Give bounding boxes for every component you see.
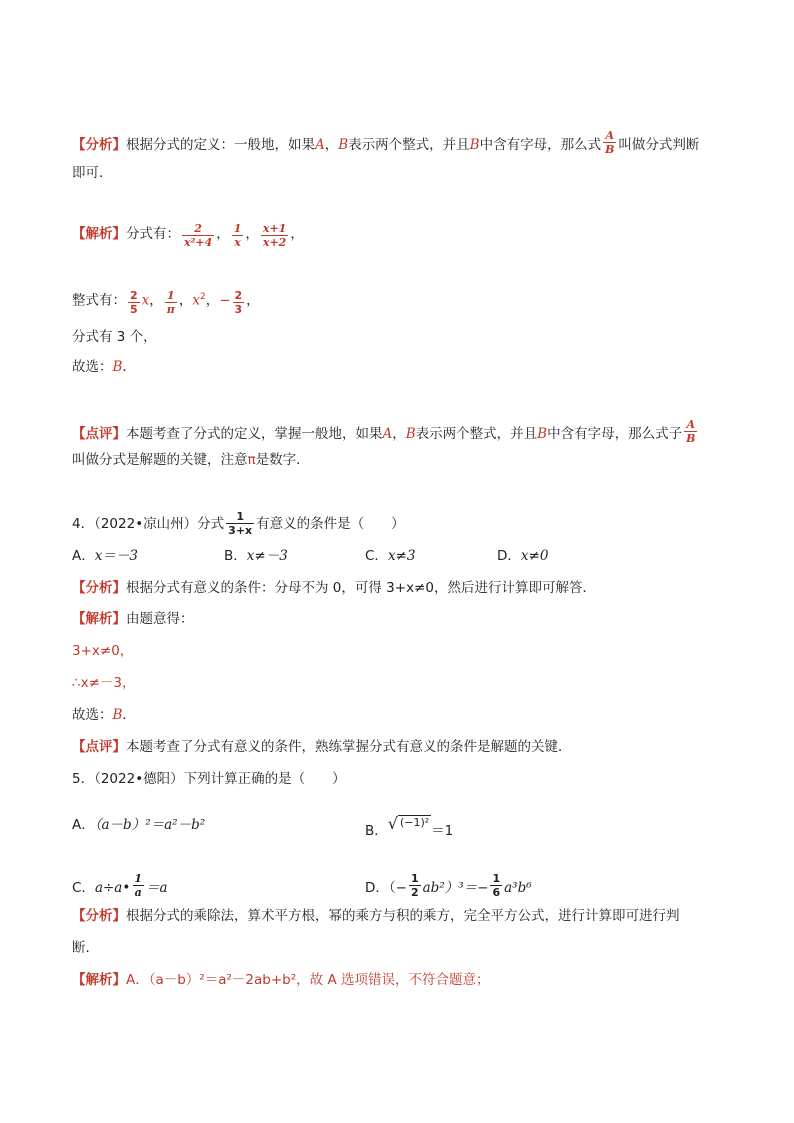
q3-comment-line2: 叫做分式是解题的关键，注意π是数字． (72, 452, 310, 468)
q5-analysis-line2: 断． (72, 940, 99, 956)
fraction-2-over-3: $\frac{2}{3}$ (234, 288, 243, 316)
q4-solution-line2: ∴x≠－3， (72, 675, 136, 691)
q5-solution: 【解析】A．（a－b）²＝a²－2ab+b²，故 A 选项错误，不符合题意； (72, 972, 490, 988)
q4-choice-line: 故选：B． (72, 707, 136, 723)
q3-analysis-line2: 即可． (72, 165, 113, 181)
q5-stem: 5．（2022•德阳）下列计算正确的是（ ） (72, 771, 346, 787)
q4-option-c: C．x≠3 (365, 548, 416, 564)
q5-option-b: B． √ (−1)² ＝1 (365, 814, 454, 839)
fraction-1-over-x: $\frac{1}{x}$ (233, 222, 242, 249)
q3-solution-line: 【解析】分式有： $\frac{2}{\text{x²+4}}$ ， $\frac{1}{x}$ ， $\frac{x+1}{x+2}$ ， (72, 222, 304, 249)
q4-comment: 【点评】本题考查了分式有意义的条件，熟练掌握分式有意义的条件是解题的关键． (72, 739, 572, 755)
q4-solution-line1: 3+x≠0， (72, 643, 134, 659)
q4-solution: 【解析】由题意得： (72, 611, 194, 627)
fraction-1-over-pi: $\frac{1}{\pi}$ (166, 288, 175, 316)
q5-option-c: C．a÷a• $\frac{1}{a}$ ＝a (72, 872, 168, 899)
q4-option-d: D．x≠0 (497, 548, 549, 564)
fraction-2-over-x2-plus-4: $\frac{2}{\text{x²+4}}$ (184, 222, 213, 249)
fraction-1-over-2: $\frac{1}{2}$ (410, 872, 419, 899)
q4-analysis: 【分析】根据分式有意义的条件：分母不为 0，可得 3+x≠0，然后进行计算即可解答． (72, 580, 596, 596)
fraction-1-over-3-plus-x: $\frac{1}{3+x}$ (228, 510, 253, 537)
q4-option-b: B．x≠－3 (224, 548, 288, 564)
q3-integer-line: 整式有： $\frac{2}{5}$ x， $\frac{1}{\pi}$ ，$x^2$，− $\frac{2}{3}$ ， (72, 288, 260, 316)
fraction-a-over-b-comment: $\frac{A}{B}$ (686, 418, 696, 445)
q5-option-d: D．（− $\frac{1}{2}$ ab²）³＝− $\frac{1}{6}$ a³b⁶ (365, 872, 532, 899)
fraction-2-over-5: $\frac{2}{5}$ (130, 288, 138, 316)
fraction-1-over-6: $\frac{1}{6}$ (492, 872, 501, 899)
q4-option-a: A．x＝－3 (72, 548, 138, 564)
fraction-x-plus-1-over-x-plus-2: $\frac{x+1}{x+2}$ (262, 222, 287, 249)
analysis-label: 【分析】 (72, 137, 126, 153)
fraction-a-over-b: $\frac{A}{B}$ (605, 129, 615, 156)
q3-comment-line1: 【点评】本题考查了分式的定义，掌握一般地，如果A，B表示两个整式，并且B中含有字母，那么式子 $\frac{A}{B}$ (72, 418, 696, 445)
q5-analysis-line1: 【分析】根据分式的乘除法，算术平方根，幂的乘方与积的乘方，完全平方公式，进行计算即可进行判 (72, 908, 680, 924)
sqrt-expression: √ (−1)² (387, 814, 430, 833)
q5-option-a: A．（a－b）²＝a²－b² (72, 817, 206, 833)
q4-stem: 4．（2022•凉山州）分式 $\frac{1}{3+x}$ 有意义的条件是（ ） (72, 510, 405, 537)
q3-analysis-line1: 【分析】根据分式的定义：一般地，如果A，B表示两个整式，并且B中含有字母，那么式 $\frac{A}{B}$ 叫做分式判断 (72, 129, 700, 156)
fraction-1-over-a: $\frac{1}{a}$ (134, 872, 142, 899)
q3-choice-line: 故选：B． (72, 359, 136, 375)
q3-count-line: 分式有 3 个， (72, 329, 157, 345)
